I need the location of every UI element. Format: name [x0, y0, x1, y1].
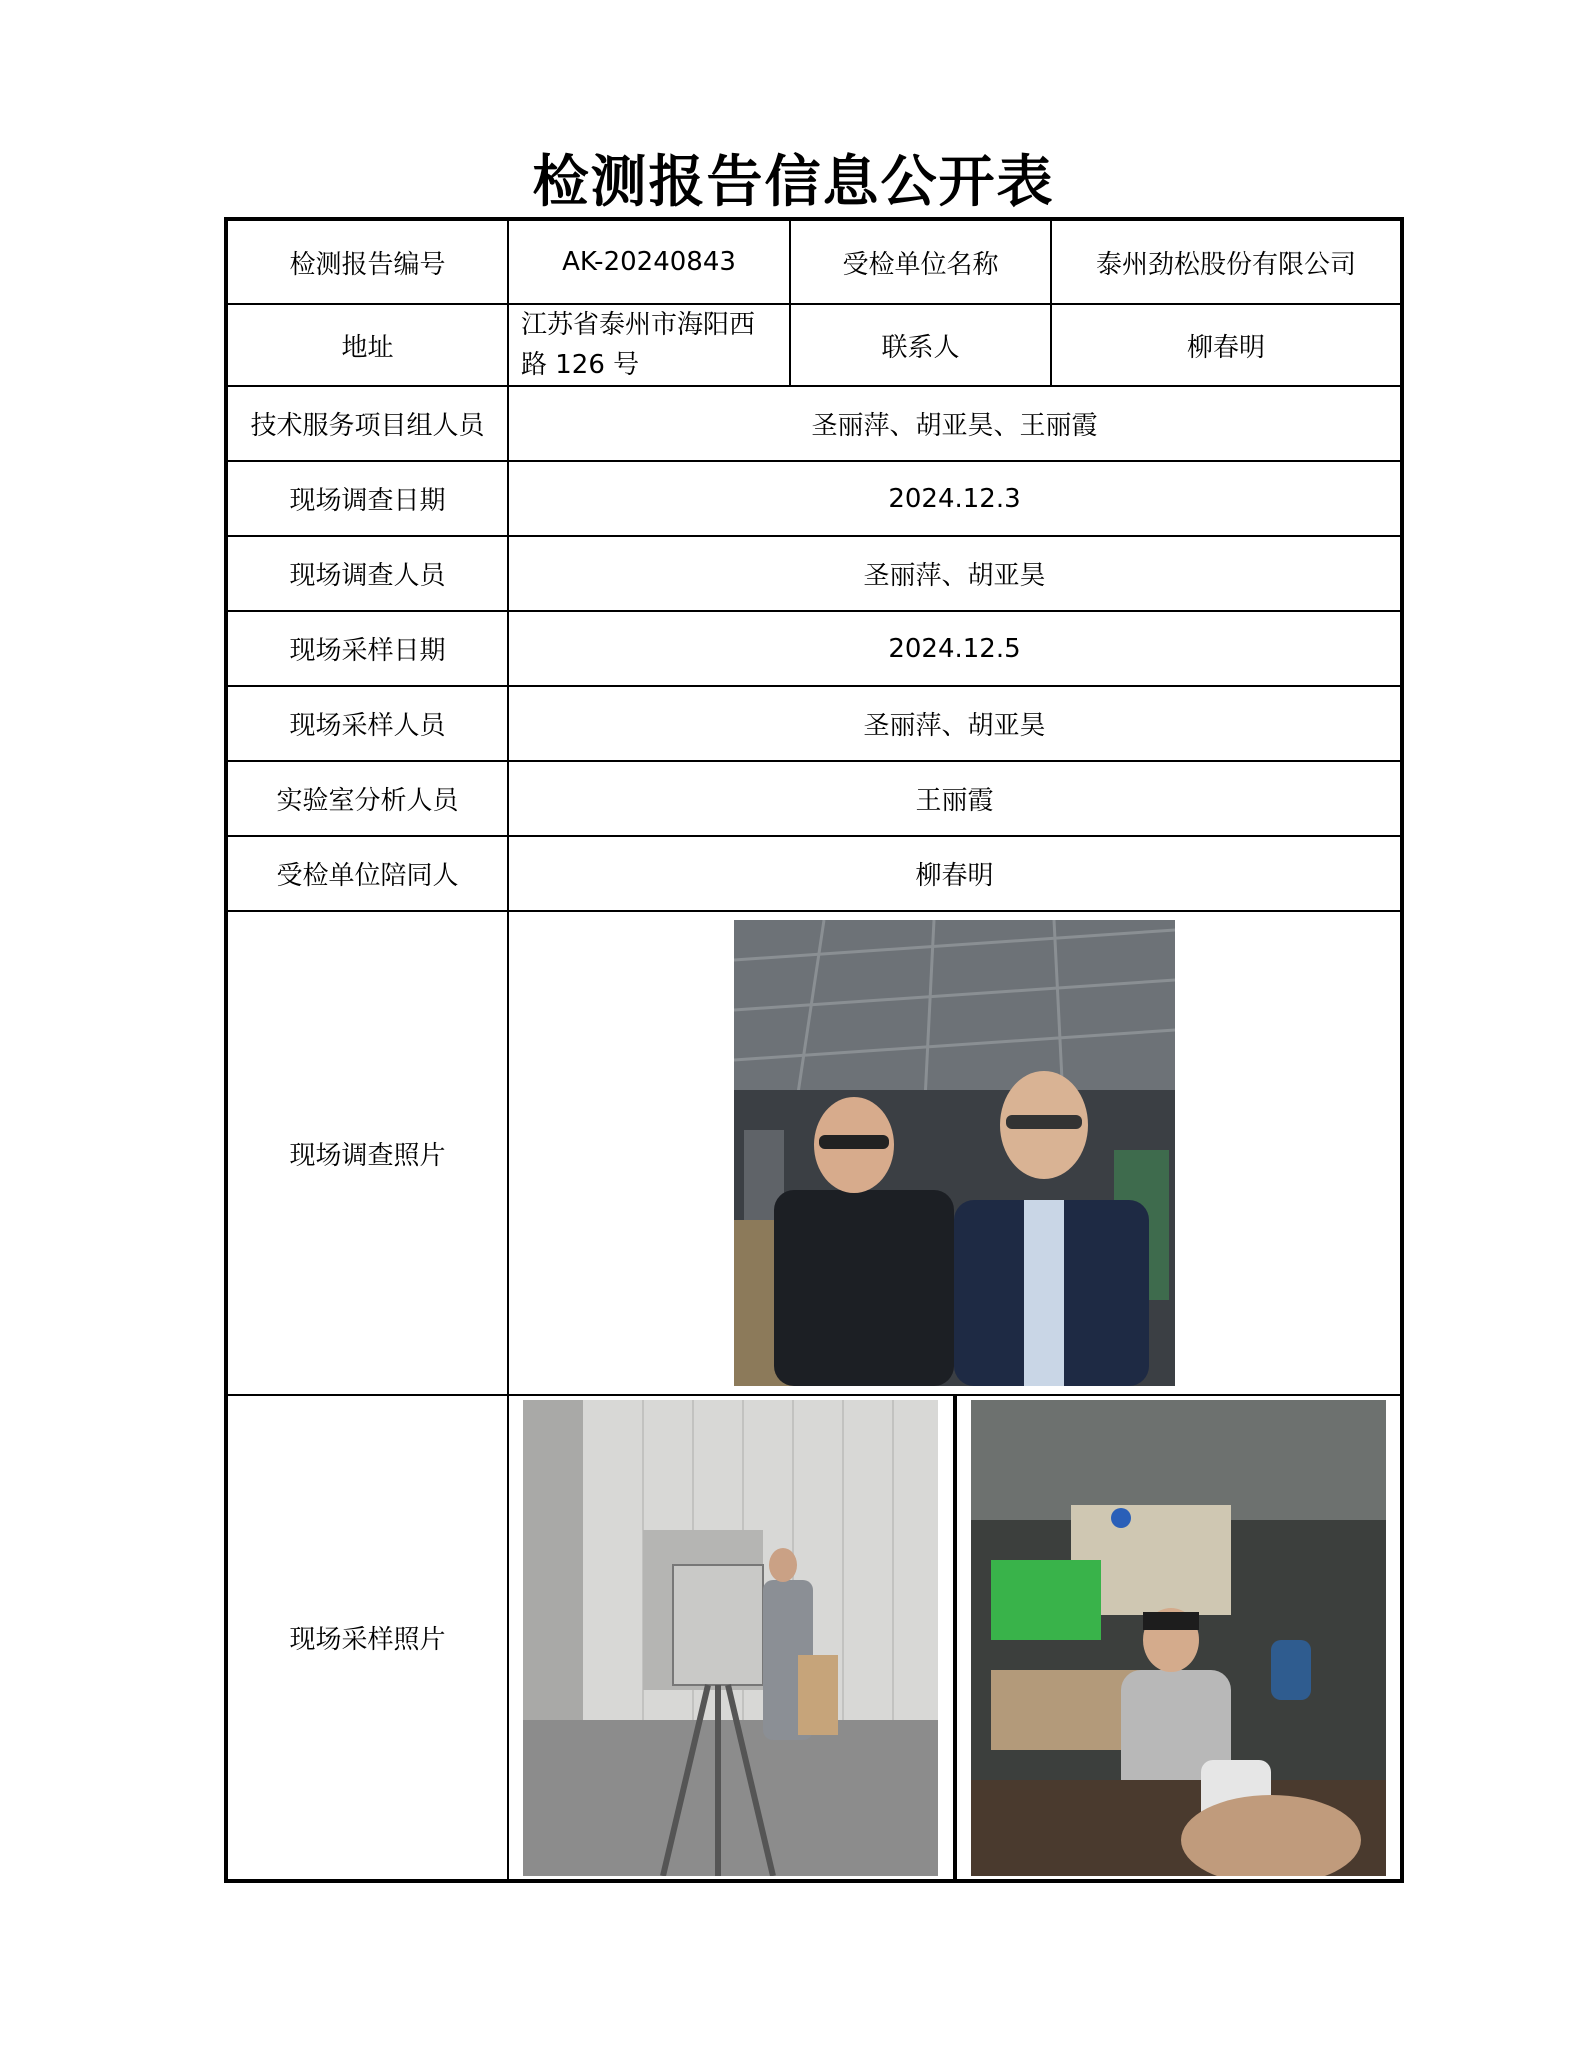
sampling-photo-right [971, 1400, 1386, 1876]
unit-name-label: 受检单位名称 [790, 219, 1051, 304]
survey-date-value: 2024.12.3 [508, 461, 1402, 536]
sampling-photo-cell [508, 1395, 1402, 1881]
lab-analyst-label: 实验室分析人员 [226, 761, 508, 836]
unit-name-value: 泰州劲松股份有限公司 [1051, 219, 1402, 304]
table-row [226, 686, 1402, 761]
table-row [226, 461, 1402, 536]
report-info-table [224, 217, 1404, 1883]
table-row [226, 304, 1402, 386]
address-value: 江苏省泰州市海阳西 路 126 号 [508, 304, 790, 386]
team-members-value: 圣丽萍、胡亚昊、王丽霞 [508, 386, 1402, 461]
survey-photo [734, 920, 1175, 1386]
report-no-label: 检测报告编号 [226, 219, 508, 304]
sampling-date-label: 现场采样日期 [226, 611, 508, 686]
survey-date-label: 现场调查日期 [226, 461, 508, 536]
sampling-photo-left [523, 1400, 938, 1876]
escort-value: 柳春明 [508, 836, 1402, 911]
table-row [226, 536, 1402, 611]
table-row [226, 761, 1402, 836]
survey-staff-value: 圣丽萍、胡亚昊 [508, 536, 1402, 611]
table-row [226, 386, 1402, 461]
address-label: 地址 [226, 304, 508, 386]
contact-value: 柳春明 [1051, 304, 1402, 386]
table-row [226, 219, 1402, 304]
sampling-staff-label: 现场采样人员 [226, 686, 508, 761]
survey-staff-label: 现场调查人员 [226, 536, 508, 611]
sampling-photo-label: 现场采样照片 [226, 1395, 508, 1881]
table-row [226, 911, 1402, 1395]
survey-photo-label: 现场调查照片 [226, 911, 508, 1395]
survey-photo-cell [508, 911, 1402, 1395]
contact-label: 联系人 [790, 304, 1051, 386]
sampling-staff-value: 圣丽萍、胡亚昊 [508, 686, 1402, 761]
team-members-label: 技术服务项目组人员 [226, 386, 508, 461]
lab-analyst-value: 王丽霞 [508, 761, 1402, 836]
table-row [226, 1395, 1402, 1881]
table-row [226, 836, 1402, 911]
escort-label: 受检单位陪同人 [226, 836, 508, 911]
report-no-value: AK-20240843 [508, 219, 790, 304]
page-title: 检测报告信息公开表 [532, 150, 1055, 215]
table-row [226, 611, 1402, 686]
sampling-date-value: 2024.12.5 [508, 611, 1402, 686]
